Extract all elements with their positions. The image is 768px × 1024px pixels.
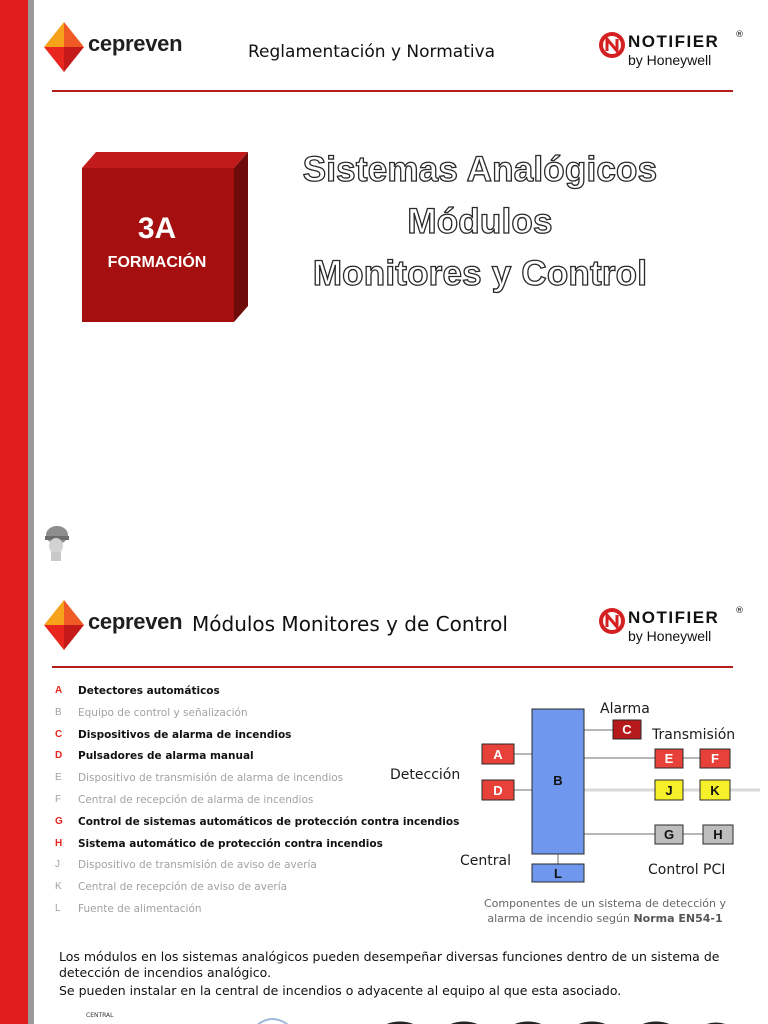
cepreven-wordmark: cepreven xyxy=(88,31,183,56)
badge-label: FORMACIÓN xyxy=(107,254,207,271)
box-d-label: D xyxy=(493,783,503,798)
legend-letter: L xyxy=(55,902,61,914)
registered-mark: ® xyxy=(735,606,744,616)
notifier-logo xyxy=(598,30,748,74)
header-divider xyxy=(52,90,733,92)
legend-letter: C xyxy=(55,728,63,740)
legend-description: Dispositivos de alarma de incendios xyxy=(78,728,292,741)
formacion-badge xyxy=(82,152,248,322)
box-h-label: H xyxy=(713,827,723,842)
notifier-subtitle: by Honeywell xyxy=(628,628,712,644)
side-red-bar xyxy=(0,0,28,574)
slide-modules xyxy=(0,574,768,1024)
legend-description: Dispositivo de transmisión de aviso de avería xyxy=(78,859,317,872)
box-g-label: G xyxy=(663,827,675,842)
legend-letter: A xyxy=(55,685,63,696)
label-deteccion: Detección xyxy=(390,767,461,783)
paragraph-installation: Se pueden instalar en la central de incendios o adyacente al equipo al que esta asociado. xyxy=(59,983,622,998)
legend-description: Equipo de control y señalización xyxy=(78,706,248,719)
legend-item xyxy=(55,900,475,922)
box-l-label: L xyxy=(554,866,562,881)
system-diagram-graphic xyxy=(380,674,760,894)
box-k-label: K xyxy=(710,783,720,798)
bottom-preview xyxy=(60,1010,760,1024)
notifier-emblem-icon xyxy=(598,31,626,59)
main-title-line-3: Monitores y Control xyxy=(312,254,648,293)
notifier-name: NOTIFIER xyxy=(628,32,720,51)
legend-letter: E xyxy=(55,772,62,784)
legend-description: Pulsadores de alarma manual xyxy=(78,750,254,763)
badge-number: 3A xyxy=(137,212,177,245)
notifier-emblem-icon xyxy=(598,607,626,635)
paragraph-functions: Los módulos en los sistemas analógicos pueden desempeñar diversas funciones dentro de un sistema de detección de incendios analógico. xyxy=(59,949,720,980)
notifier-logo xyxy=(598,606,748,650)
bottom-device-row xyxy=(60,1010,760,1024)
registered-mark: ® xyxy=(735,30,744,40)
legend-description: Detectores automáticos xyxy=(78,685,220,697)
legend-letter: H xyxy=(55,837,63,849)
legend-description: Central de recepción de alarma de incendios xyxy=(78,793,314,806)
header-title: Módulos Monitores y de Control xyxy=(192,612,508,636)
label-control-pci: Control PCI xyxy=(648,862,726,878)
box-f-label: F xyxy=(711,751,719,766)
header-divider xyxy=(52,666,733,668)
caption-norma: Norma EN54-1 xyxy=(633,912,723,925)
label-alarma: Alarma xyxy=(600,701,650,717)
legend-description: Fuente de alimentación xyxy=(78,902,202,915)
box-b-label: B xyxy=(553,773,563,788)
system-diagram xyxy=(380,674,760,894)
cepreven-logo xyxy=(42,598,192,652)
legend-description: Control de sistemas automáticos de protección contra incendios xyxy=(78,815,460,828)
box-j-label: J xyxy=(665,783,673,798)
legend-description: Central de recepción de aviso de avería xyxy=(78,881,288,894)
notifier-name: NOTIFIER xyxy=(628,608,720,627)
caption-line-2 xyxy=(470,911,740,926)
notifier-subtitle: by Honeywell xyxy=(628,52,712,68)
header-title: Reglamentación y Normativa xyxy=(248,42,496,62)
legend-letter: D xyxy=(55,750,63,762)
legend-description: Sistema automático de protección contra incendios xyxy=(78,837,383,850)
cepreven-logo-icon xyxy=(42,598,88,652)
box-c-label: C xyxy=(622,722,632,737)
caption-line-1: Componentes de un sistema de detección y xyxy=(483,897,727,910)
helmet-head-icon xyxy=(42,522,72,562)
bottom-central-label: CENTRAL xyxy=(86,1012,114,1019)
cepreven-wordmark: cepreven xyxy=(88,609,183,634)
legend-letter: F xyxy=(55,793,62,805)
caption-line-2-prefix: alarma de incendio según xyxy=(487,912,634,925)
legend-description: Dispositivo de transmisión de alarma de incendios xyxy=(78,772,344,785)
legend-letter: K xyxy=(55,881,62,893)
cepreven-logo-icon xyxy=(42,20,88,74)
side-gray-bar xyxy=(28,0,34,574)
legend-letter: J xyxy=(55,859,60,871)
legend-letter: G xyxy=(55,815,63,827)
box-e-label: E xyxy=(664,751,674,766)
main-title xyxy=(260,144,700,300)
side-red-bar xyxy=(0,574,28,1024)
label-central: Central xyxy=(460,853,511,869)
cepreven-logo xyxy=(42,20,192,74)
side-gray-bar xyxy=(28,574,34,1024)
box-a-label: A xyxy=(493,747,503,762)
diagram-caption xyxy=(470,896,740,926)
main-title-line-2: Módulos xyxy=(407,202,553,241)
legend-letter: B xyxy=(55,706,62,718)
label-transmision: Transmisión xyxy=(652,727,736,743)
main-title-line-1: Sistemas Analógicos xyxy=(302,150,658,189)
